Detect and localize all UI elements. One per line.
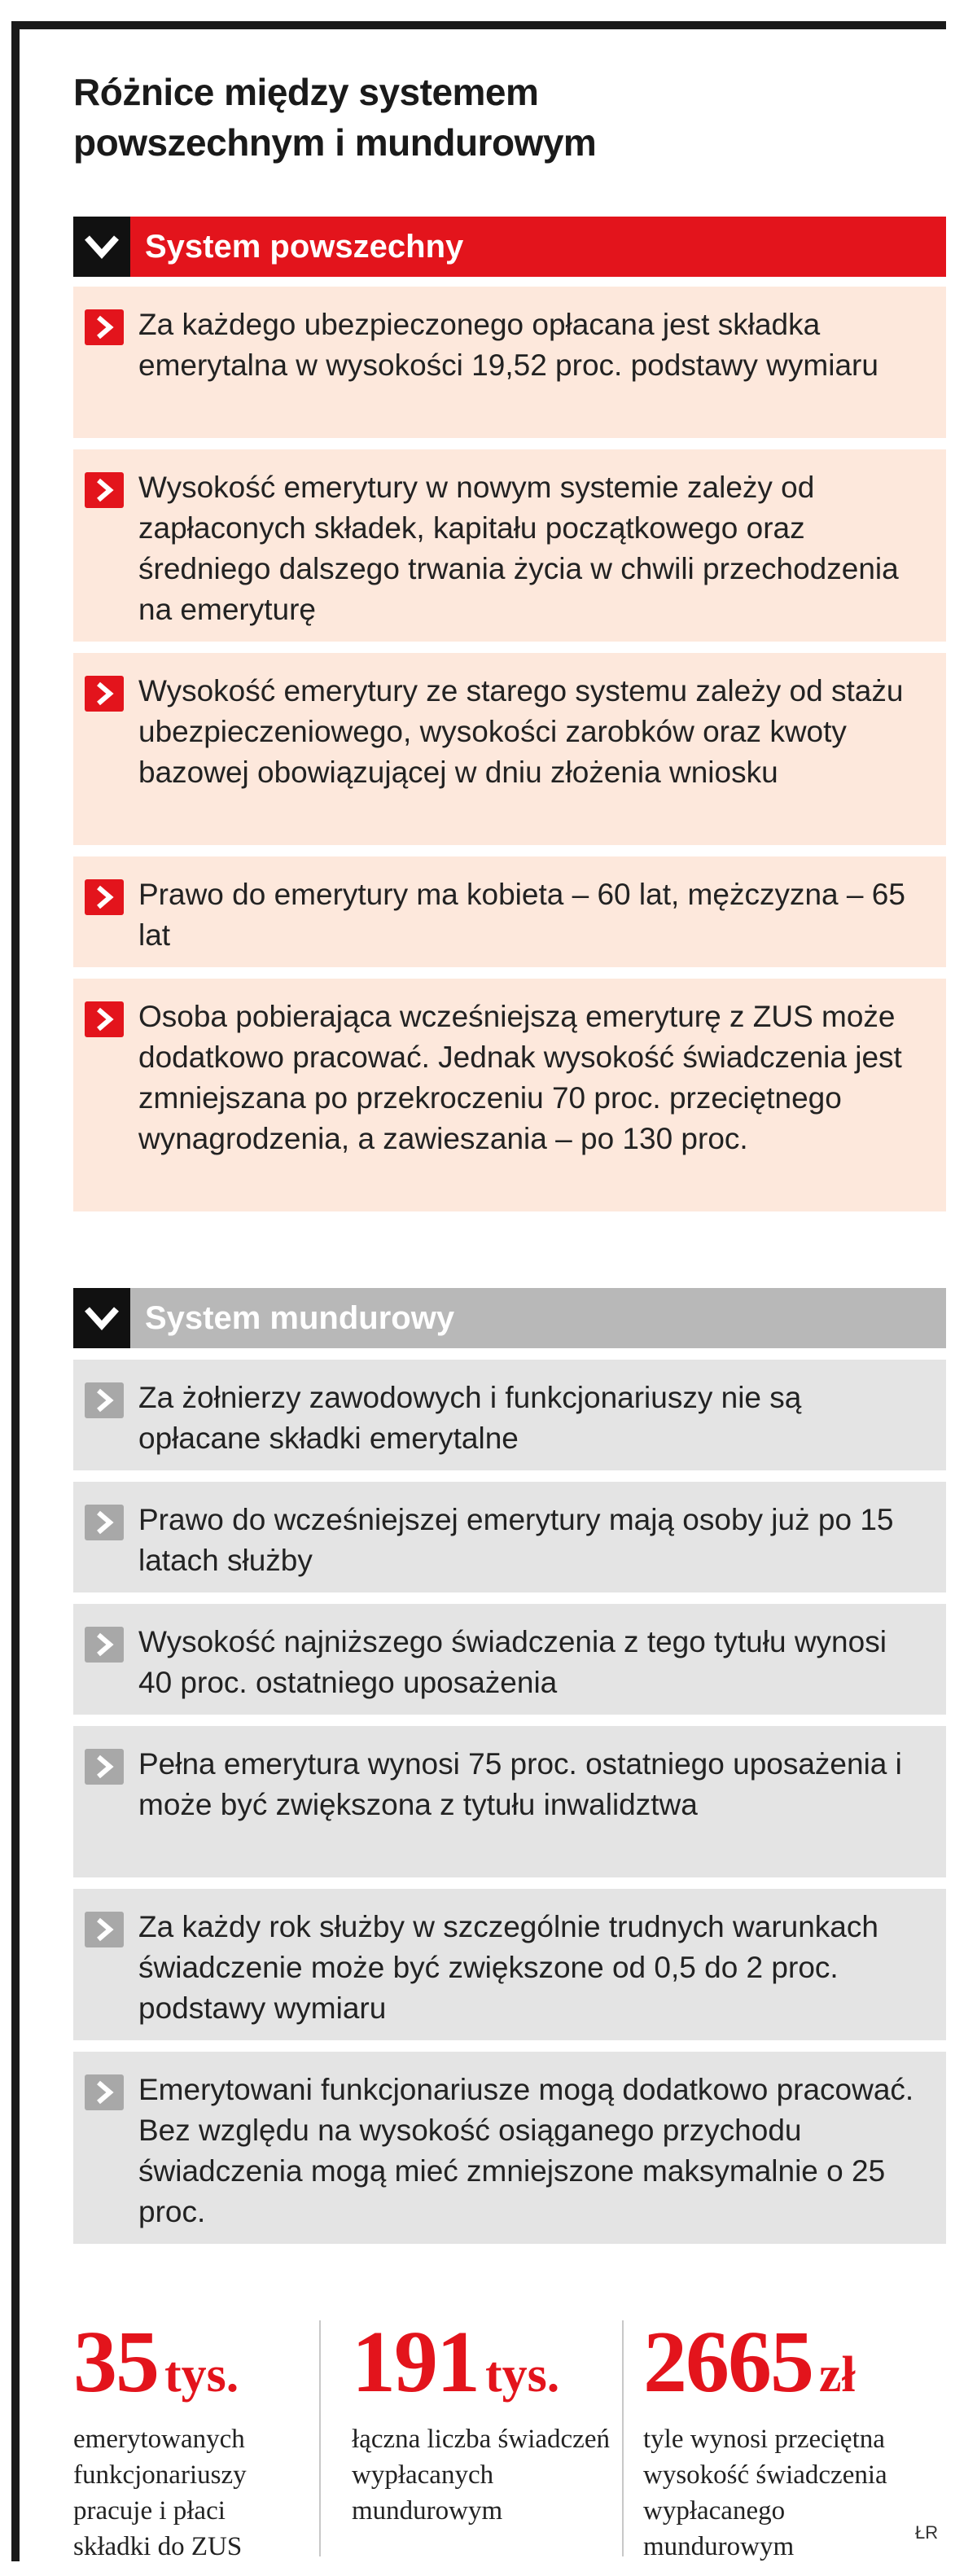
item-text: Wysokość najniższego świadczenia z tego tytułu wynosi 40 proc. ostatniego uposażenia — [138, 1625, 887, 1699]
item-text: Prawo do emerytury ma kobieta – 60 lat, mężczyzna – 65 lat — [138, 878, 905, 952]
title-line-2: powszechnym i mundurowym — [73, 121, 597, 164]
item-text: Za każdy rok służby w szczególnie trudnych warunkach świadczenie może być zwiększone od 0,5 do 2 proc. podstawy wymiaru — [138, 1910, 878, 2025]
item-text: Emerytowani funkcjonariusze mogą dodatkowo pracować. Bez względu na wysokość osiąganego przychodu świadczenia mogą mieć zmniejszone maksymalnie o 25 proc. — [138, 2073, 914, 2228]
item-text: Za każdego ubezpieczonego opłacana jest składka emerytalna w wysokości 19,52 proc. podstawy wymiaru — [138, 308, 878, 382]
list-item — [73, 2052, 946, 2244]
stat-description: tyle wynosi przeciętna wysokość świadczenia wypłacanego mundurowym — [643, 2425, 887, 2561]
chevron-right-icon — [85, 309, 124, 345]
stat-number — [352, 2312, 612, 2413]
chevron-down-icon — [73, 1288, 130, 1348]
chevron-right-icon — [85, 676, 124, 712]
chevron-right-icon — [85, 879, 124, 915]
list-item — [73, 449, 946, 642]
stat-unit: tys. — [485, 2347, 560, 2403]
item-text: Osoba pobierająca wcześniejszą emeryturę z ZUS może dodatkowo pracować. Jednak wysokość świadczenia jest zmniejszana po przekroczeniu 70 proc. przeciętnego wynagrodzenia, a zawieszania – po 130 proc. — [138, 1000, 902, 1155]
section-header-general — [73, 217, 946, 277]
stat-description: emerytowanych funkcjonariuszy pracuje i płaci składki do ZUS — [73, 2425, 247, 2561]
page-title — [73, 67, 887, 168]
stat-divider — [622, 2320, 624, 2556]
item-text: Prawo do wcześniejszej emerytury mają osoby już po 15 latach służby — [138, 1503, 894, 1577]
stat-block — [643, 2312, 939, 2565]
list-item — [73, 1360, 946, 1470]
stat-value: 35 — [73, 2314, 158, 2411]
list-item — [73, 1604, 946, 1715]
stat-unit: tys. — [164, 2347, 239, 2403]
chevron-right-icon — [85, 2074, 124, 2110]
item-text: Za żołnierzy zawodowych i funkcjonariuszy nie są opłacane składki emerytalne — [138, 1381, 802, 1455]
chevron-right-icon — [85, 1382, 124, 1418]
stat-value: 191 — [352, 2314, 479, 2411]
stat-block — [73, 2312, 309, 2565]
chevron-right-icon — [85, 1627, 124, 1663]
chevron-right-icon — [85, 1505, 124, 1540]
chevron-right-icon — [85, 1749, 124, 1785]
item-text: Wysokość emerytury w nowym systemie zależy od zapłaconych składek, kapitału początkowego oraz średniego dalszego trwania życia w chwili przechodzenia na emeryturę — [138, 471, 899, 626]
list-item — [73, 1726, 946, 1877]
chevron-right-icon — [85, 472, 124, 508]
item-text: Pełna emerytura wynosi 75 proc. ostatniego uposażenia i może być zwiększona z tytułu inwalidztwa — [138, 1747, 902, 1821]
list-item — [73, 287, 946, 438]
stat-block — [352, 2312, 612, 2529]
section-label: System mundurowy — [130, 1288, 946, 1348]
stat-number — [73, 2312, 309, 2413]
list-item — [73, 653, 946, 845]
frame-left-line — [11, 21, 20, 2561]
stat-description: łączna liczba świadczeń wypłacanych mundurowym — [352, 2425, 610, 2526]
item-text: Wysokość emerytury ze starego systemu zależy od stażu ubezpieczeniowego, wysokości zarobków oraz kwoty bazowej obowiązującej w dniu złożenia wniosku — [138, 674, 904, 789]
title-line-1: Różnice między systemem — [73, 71, 539, 113]
stat-divider — [319, 2320, 321, 2556]
list-item — [73, 856, 946, 967]
list-item — [73, 979, 946, 1211]
chevron-down-icon — [73, 217, 130, 277]
stat-number — [643, 2312, 936, 2413]
list-item — [73, 1482, 946, 1592]
stat-value: 2665 — [643, 2314, 813, 2411]
section-label: System powszechny — [130, 217, 946, 277]
chevron-right-icon — [85, 1912, 124, 1947]
stat-unit: zł — [819, 2347, 856, 2403]
chevron-right-icon — [85, 1001, 124, 1037]
section-header-uniformed — [73, 1288, 946, 1348]
frame-top-line — [11, 21, 946, 29]
list-item — [73, 1889, 946, 2040]
author-credit: ŁR — [915, 2522, 939, 2543]
